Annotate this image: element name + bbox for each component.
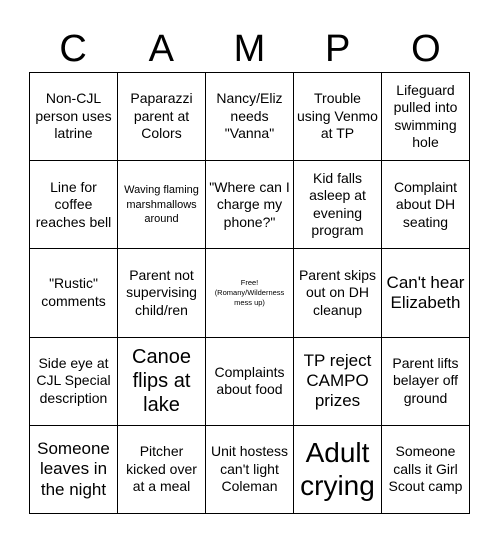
- bingo-cell[interactable]: [294, 73, 382, 161]
- bingo-cell-text: Unit hostess can't light Coleman: [210, 443, 289, 495]
- bingo-cell[interactable]: [382, 161, 470, 249]
- bingo-cell-text: Line for coffee reaches bell: [35, 178, 112, 230]
- bingo-cell-text: Pitcher kicked over at a meal: [126, 443, 197, 495]
- bingo-cell[interactable]: [118, 426, 206, 514]
- bingo-cell-text: Parent skips out on DH cleanup: [298, 266, 377, 318]
- header-letter-p: P: [324, 28, 351, 70]
- bingo-cell[interactable]: [30, 73, 118, 161]
- bingo-cell[interactable]: [118, 338, 206, 426]
- bingo-cell-text: Someone leaves in the night: [37, 438, 110, 499]
- bingo-cell-text: Side eye at CJL Special description: [36, 354, 111, 406]
- bingo-cell[interactable]: [294, 161, 382, 249]
- bingo-cell[interactable]: [30, 161, 118, 249]
- bingo-cell[interactable]: [206, 338, 294, 426]
- bingo-cell[interactable]: [30, 249, 118, 337]
- bingo-cell-text: Parent lifts belayer off ground: [392, 354, 459, 406]
- header-letter-c: C: [59, 28, 87, 70]
- bingo-cell[interactable]: [206, 161, 294, 249]
- bingo-cell-text: Lifeguard pulled into swimming hole: [393, 81, 458, 151]
- bingo-cell[interactable]: [118, 249, 206, 337]
- bingo-cell-text: Nancy/Eliz needs "Vanna": [216, 90, 283, 142]
- bingo-cell-text: Trouble using Venmo at TP: [297, 90, 378, 142]
- bingo-cell-text: Complaints about food: [214, 363, 285, 398]
- bingo-cell[interactable]: [294, 249, 382, 337]
- bingo-board: [29, 72, 470, 514]
- bingo-cell-text: Kid falls asleep at evening program: [309, 169, 366, 239]
- bingo-cell-text: "Where can I charge my phone?": [209, 178, 290, 230]
- bingo-cell[interactable]: [118, 73, 206, 161]
- header-letter-m: M: [233, 28, 266, 70]
- bingo-cell-text: Waving flaming marshmallows around: [124, 184, 199, 225]
- bingo-cell[interactable]: [118, 161, 206, 249]
- bingo-cell-text: Paparazzi parent at Colors: [130, 90, 193, 142]
- bingo-cell[interactable]: [30, 338, 118, 426]
- bingo-cell-text: Someone calls it Girl Scout camp: [388, 443, 463, 495]
- bingo-cell[interactable]: [382, 338, 470, 426]
- bingo-free-cell-text: Free! (Romany/Wilderness mess up): [214, 278, 285, 307]
- bingo-cell[interactable]: [30, 426, 118, 514]
- bingo-cell-text: Canoe flips at lake: [132, 346, 191, 417]
- header-letter-o: O: [411, 28, 441, 70]
- bingo-cell[interactable]: [294, 426, 382, 514]
- bingo-cell[interactable]: [382, 73, 470, 161]
- bingo-cell[interactable]: [206, 426, 294, 514]
- bingo-cell-text: Complaint about DH seating: [393, 178, 458, 230]
- bingo-free-cell[interactable]: [206, 249, 294, 337]
- bingo-cell[interactable]: [382, 426, 470, 514]
- bingo-cell-text: Adult crying: [300, 436, 375, 502]
- bingo-cell-text: Can't hear Elizabeth: [386, 272, 465, 312]
- bingo-cell[interactable]: [206, 73, 294, 161]
- bingo-header: [29, 26, 470, 72]
- bingo-cell-text: TP reject CAMPO prizes: [303, 350, 372, 411]
- bingo-cell[interactable]: [382, 249, 470, 337]
- bingo-cell[interactable]: [294, 338, 382, 426]
- header-letter-a: A: [148, 28, 174, 70]
- bingo-cell-text: Parent not supervising child/ren: [126, 266, 197, 318]
- bingo-cell-text: Non-CJL person uses latrine: [35, 90, 112, 142]
- bingo-cell-text: "Rustic" comments: [41, 275, 106, 309]
